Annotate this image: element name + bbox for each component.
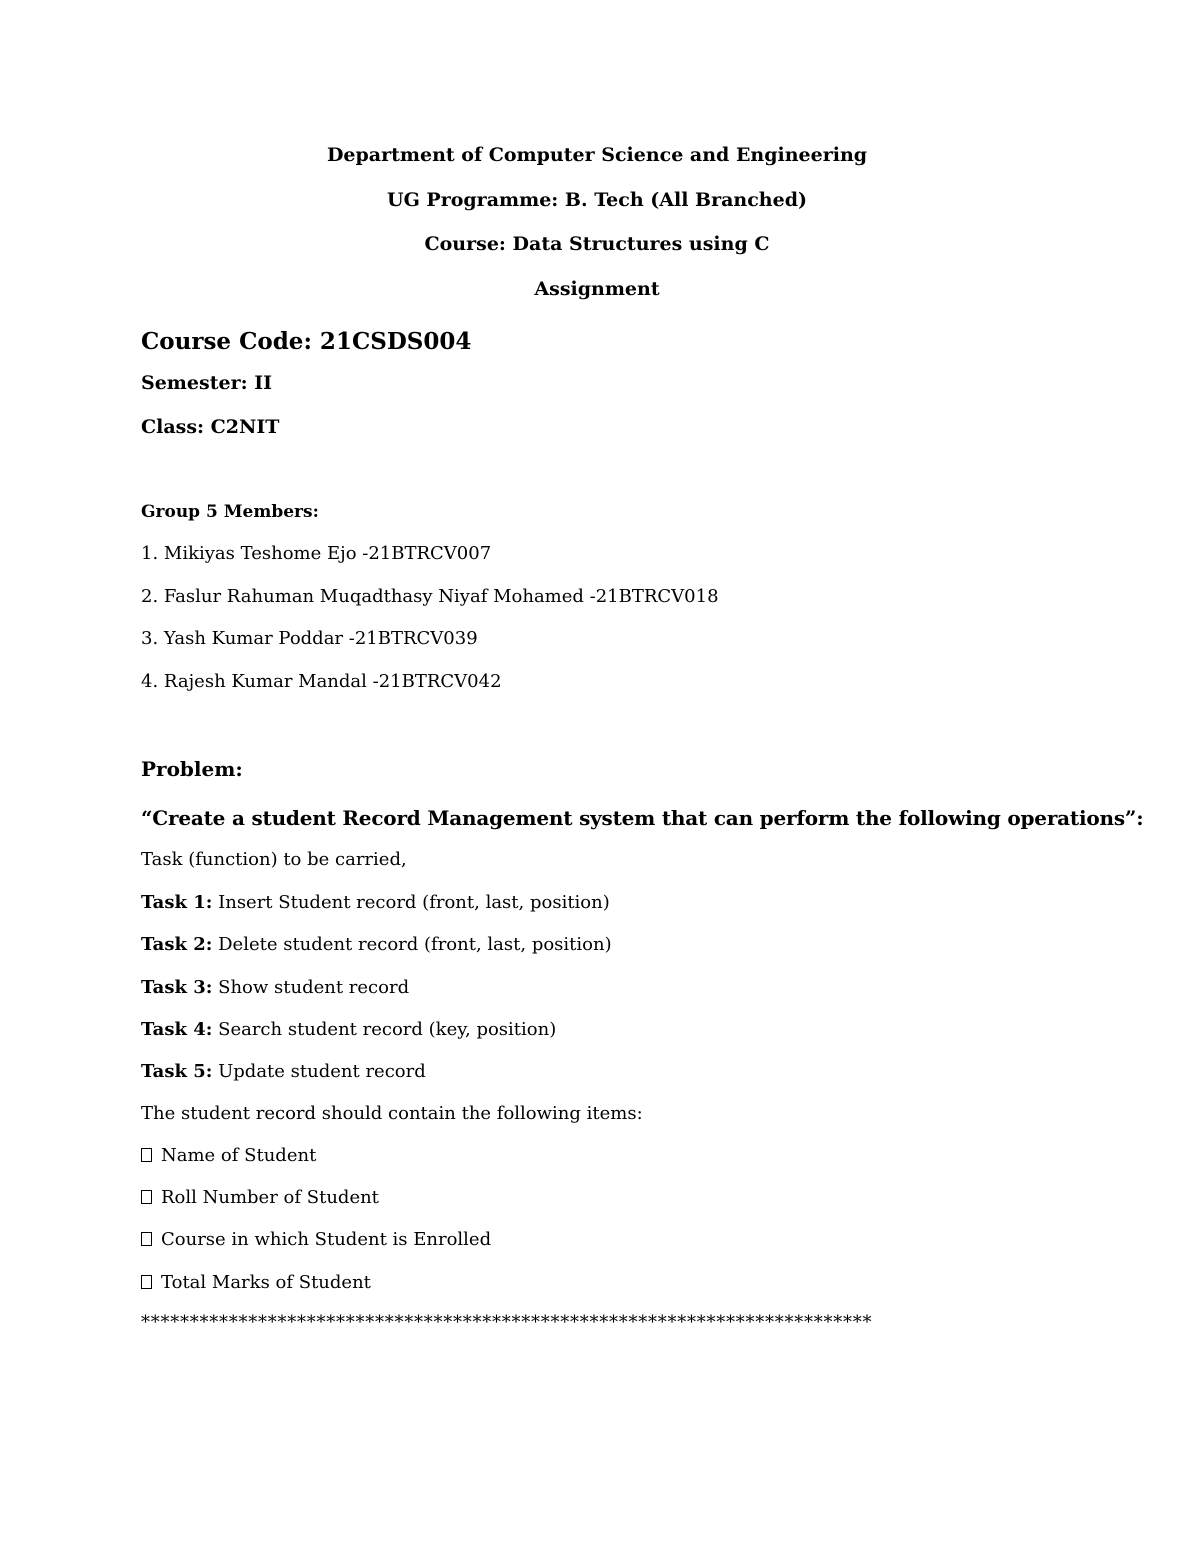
checkbox-glyph-icon (141, 1232, 152, 1246)
task-label: Task 5: (141, 1061, 213, 1082)
record-item-label: Total Marks of Student (161, 1272, 371, 1293)
task-item (141, 1021, 556, 1039)
task-label: Task 3: (141, 977, 213, 998)
problem-statement: “Create a student Record Management system that can perform the following operations”: (141, 806, 1144, 830)
items-intro: The student record should contain the following items: (141, 1103, 643, 1124)
task-text: Search student record (key, position) (212, 1019, 557, 1040)
group-title: Group 5 Members: (141, 502, 319, 522)
member-item: 4. Rajesh Kumar Mandal -21BTRCV042 (141, 671, 502, 692)
member-item: 1. Mikiyas Teshome Ejo -21BTRCV007 (141, 543, 492, 564)
task-text: Show student record (212, 977, 410, 998)
record-item (141, 1231, 491, 1249)
checkbox-glyph-icon (141, 1275, 152, 1289)
record-item-label: Name of Student (161, 1145, 317, 1166)
class: Class: C2NIT (141, 416, 280, 438)
task-text: Insert Student record (front, last, position) (212, 892, 610, 913)
record-item-label: Course in which Student is Enrolled (161, 1229, 492, 1250)
checkbox-glyph-icon (141, 1190, 152, 1204)
programme-heading: UG Programme: B. Tech (All Branched) (387, 189, 807, 211)
course-code: Course Code: 21CSDS004 (141, 328, 472, 355)
record-item (141, 1189, 379, 1207)
task-item (141, 894, 610, 912)
task-text: Update student record (212, 1061, 426, 1082)
checkbox-glyph-icon (141, 1148, 152, 1162)
task-item (141, 1063, 426, 1081)
member-item: 3. Yash Kumar Poddar -21BTRCV039 (141, 628, 478, 649)
semester: Semester: II (141, 372, 272, 394)
separator-line: *************************************************************************** (141, 1312, 873, 1333)
assignment-heading: Assignment (534, 278, 660, 300)
task-label: Task 1: (141, 892, 213, 913)
record-item-label: Roll Number of Student (161, 1187, 379, 1208)
task-text: Delete student record (front, last, position) (212, 934, 612, 955)
course-heading: Course: Data Structures using C (424, 233, 770, 255)
member-item: 2. Faslur Rahuman Muqadthasy Niyaf Mohamed -21BTRCV018 (141, 586, 719, 607)
task-item (141, 979, 409, 997)
task-label: Task 4: (141, 1019, 213, 1040)
record-item (141, 1274, 371, 1292)
task-item (141, 936, 612, 954)
record-item (141, 1147, 316, 1165)
task-label: Task 2: (141, 934, 213, 955)
department-heading: Department of Computer Science and Engineering (326, 144, 868, 166)
problem-heading: Problem: (141, 757, 243, 781)
tasks-intro: Task (function) to be carried, (141, 849, 407, 870)
